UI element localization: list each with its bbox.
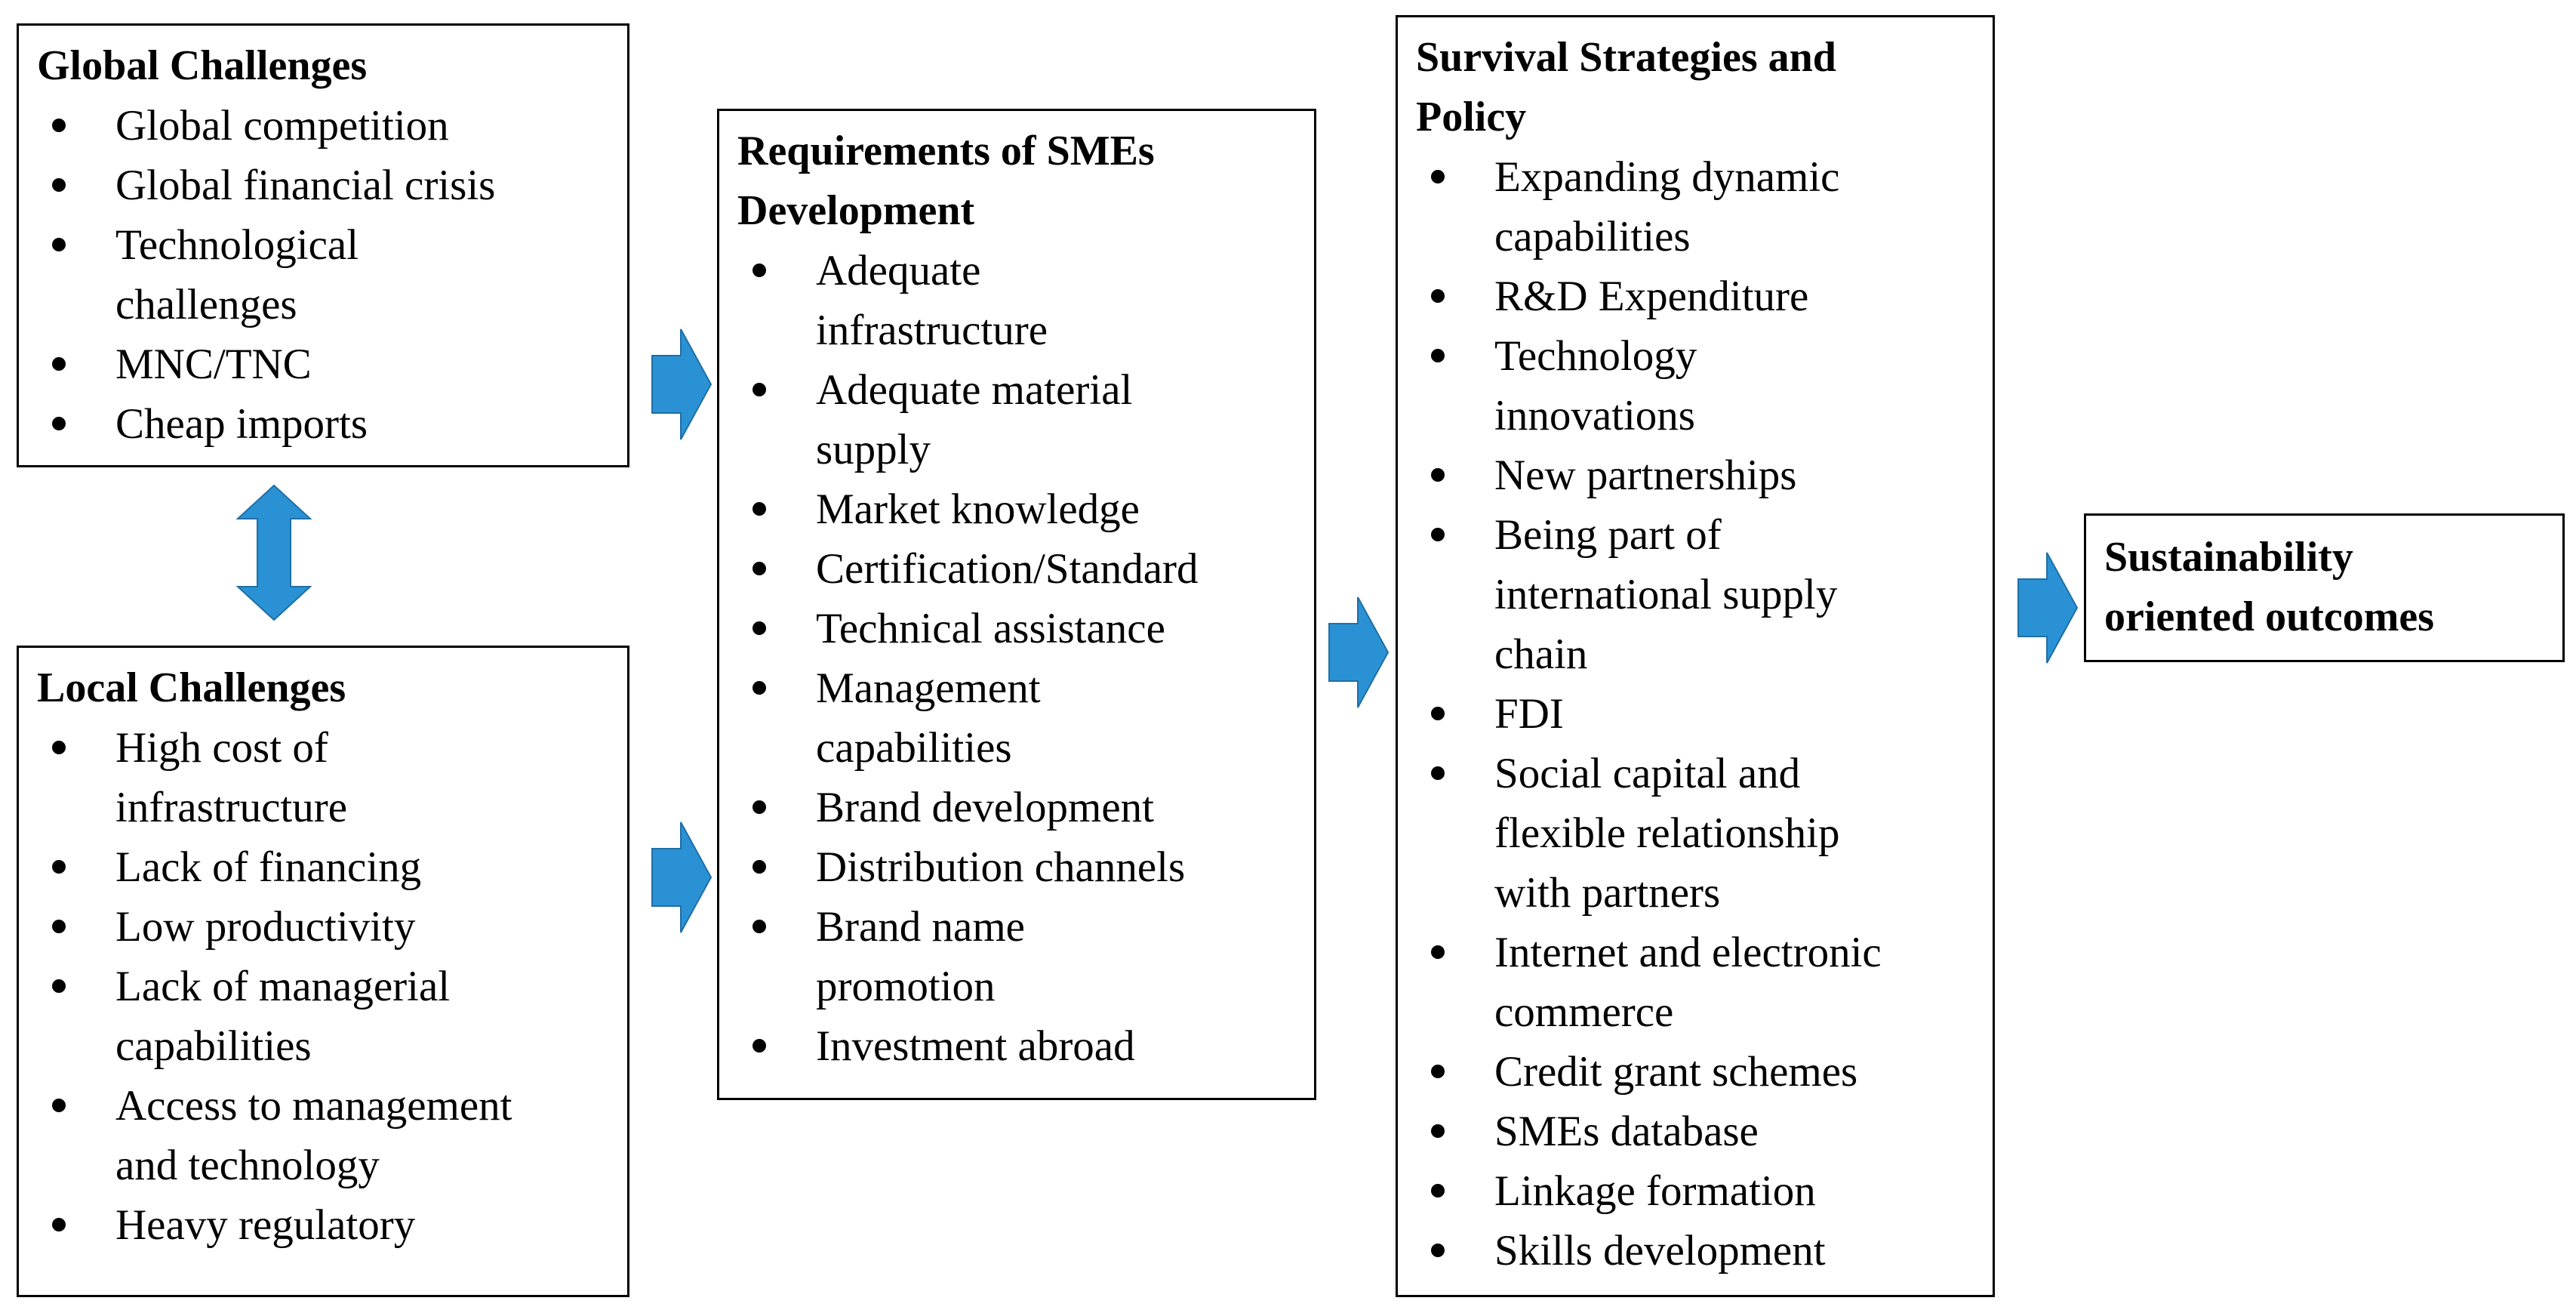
- list-item-text: Adequate infrastructure: [816, 247, 1048, 354]
- bullet-icon: [52, 741, 66, 754]
- bullet-icon: [752, 920, 766, 933]
- arrow-right-icon: [2017, 551, 2080, 664]
- list-item-text: R&D Expenditure: [1494, 273, 1809, 320]
- list-item-text: Credit grant schemes: [1494, 1048, 1858, 1096]
- double-arrow-vertical-icon: [235, 484, 313, 621]
- bullet-icon: [1431, 1124, 1445, 1138]
- list-item: [37, 394, 612, 454]
- bullet-icon: [1431, 707, 1445, 720]
- bullet-icon: [1431, 945, 1445, 959]
- list-item-text: Certification/Standard: [816, 545, 1199, 593]
- list-item: [737, 539, 1299, 599]
- list-item: [37, 96, 612, 156]
- bullet-icon: [1431, 170, 1445, 183]
- requirements-title: Requirements of SMEs Development: [737, 128, 1155, 234]
- arrow-right-icon: [1328, 596, 1391, 709]
- bullet-icon: [52, 178, 66, 192]
- bullet-icon: [52, 1099, 66, 1112]
- bullet-icon: [752, 1039, 766, 1053]
- list-item-text: Cheap imports: [115, 400, 368, 448]
- list-item: [1416, 923, 1977, 1042]
- bullet-icon: [52, 119, 66, 132]
- list-item: [37, 718, 612, 837]
- bullet-icon: [752, 562, 766, 575]
- list-item-text: Management capabilities: [816, 664, 1041, 772]
- list-item-text: Heavy regulatory: [115, 1201, 416, 1249]
- list-item: [37, 1195, 612, 1255]
- list-item-text: Global competition: [115, 102, 449, 149]
- list-item-text: Social capital and flexible relationship with partners: [1494, 750, 1840, 917]
- bullet-icon: [1431, 349, 1445, 362]
- list-item: [1416, 744, 1977, 923]
- list-item: [1416, 267, 1977, 326]
- list-item-text: SMEs database: [1494, 1108, 1759, 1155]
- list-item: [37, 1076, 612, 1195]
- bullet-icon: [1431, 528, 1445, 541]
- local-challenges-list: [37, 718, 612, 1255]
- list-item-text: Distribution channels: [816, 843, 1186, 891]
- bullet-icon: [52, 979, 66, 993]
- list-item-text: Skills development: [1494, 1227, 1826, 1275]
- list-item-text: Global financial crisis: [115, 162, 496, 209]
- list-item: [1416, 505, 1977, 684]
- list-item: [1416, 147, 1977, 267]
- sustainability-outcomes-title: Sustainability oriented outcomes: [2104, 534, 2435, 640]
- survival-strategies-box: [1396, 15, 1995, 1297]
- list-item: [1416, 684, 1977, 744]
- list-item: [1416, 1042, 1977, 1102]
- bullet-icon: [1431, 1244, 1445, 1257]
- list-item: [37, 957, 612, 1076]
- local-challenges-title: Local Challenges: [37, 664, 346, 711]
- list-item: [737, 360, 1299, 479]
- list-item: [737, 897, 1299, 1016]
- list-item: [1416, 326, 1977, 445]
- list-item-text: MNC/TNC: [115, 341, 312, 388]
- list-item: [37, 334, 612, 394]
- bullet-icon: [1431, 1184, 1445, 1197]
- bullet-icon: [52, 238, 66, 251]
- requirements-box: [717, 109, 1316, 1100]
- bullet-icon: [1431, 289, 1445, 303]
- list-item-text: Market knowledge: [816, 485, 1140, 533]
- list-item-text: High cost of infrastructure: [115, 724, 348, 831]
- list-item-text: New partnerships: [1494, 452, 1797, 499]
- list-item-text: FDI: [1494, 690, 1564, 738]
- global-challenges-list: [37, 96, 612, 454]
- list-item-text: Low productivity: [115, 903, 416, 951]
- list-item-text: Adequate material supply: [816, 366, 1133, 473]
- list-item-text: Technology innovations: [1494, 332, 1697, 439]
- list-item: [1416, 1221, 1977, 1281]
- list-item: [737, 658, 1299, 778]
- list-item: [737, 837, 1299, 897]
- list-item: [737, 241, 1299, 360]
- list-item-text: Expanding dynamic capabilities: [1494, 153, 1840, 260]
- bullet-icon: [52, 417, 66, 430]
- bullet-icon: [752, 800, 766, 814]
- bullet-icon: [1431, 766, 1445, 780]
- list-item-text: Technological challenges: [115, 221, 359, 328]
- list-item: [37, 215, 612, 334]
- list-item: [1416, 1161, 1977, 1221]
- bullet-icon: [752, 860, 766, 874]
- list-item: [1416, 445, 1977, 505]
- list-item-text: Linkage formation: [1494, 1167, 1816, 1215]
- bullet-icon: [52, 860, 66, 874]
- list-item: [737, 778, 1299, 837]
- list-item: [37, 897, 612, 957]
- survival-strategies-title: Survival Strategies and Policy: [1416, 34, 1836, 140]
- bullet-icon: [752, 383, 766, 396]
- arrow-right-icon: [651, 328, 714, 441]
- bullet-icon: [752, 502, 766, 516]
- bullet-icon: [1431, 1065, 1445, 1078]
- global-challenges-box: [17, 23, 629, 467]
- bullet-icon: [52, 920, 66, 933]
- list-item: [1416, 1102, 1977, 1161]
- local-challenges-box: [17, 646, 629, 1297]
- requirements-list: [737, 241, 1299, 1076]
- bullet-icon: [752, 621, 766, 635]
- sustainability-outcomes-box: [2084, 513, 2565, 662]
- arrow-right-icon: [651, 821, 714, 934]
- bullet-icon: [52, 357, 66, 371]
- global-challenges-title: Global Challenges: [37, 42, 368, 89]
- list-item: [37, 156, 612, 215]
- list-item: [737, 1016, 1299, 1076]
- list-item-text: Brand name promotion: [816, 903, 1025, 1010]
- list-item-text: Being part of international supply chain: [1494, 511, 1838, 678]
- list-item-text: Investment abroad: [816, 1022, 1135, 1070]
- list-item: [737, 599, 1299, 658]
- bullet-icon: [752, 681, 766, 695]
- list-item: [37, 837, 612, 897]
- list-item-text: Access to management and technology: [115, 1082, 512, 1189]
- survival-strategies-list: [1416, 147, 1977, 1281]
- list-item-text: Internet and electronic commerce: [1494, 929, 1882, 1036]
- list-item: [737, 479, 1299, 539]
- list-item-text: Lack of financing: [115, 843, 422, 891]
- bullet-icon: [752, 264, 766, 277]
- list-item-text: Technical assistance: [816, 605, 1165, 652]
- list-item-text: Lack of managerial capabilities: [115, 963, 451, 1070]
- list-item-text: Brand development: [816, 784, 1154, 831]
- bullet-icon: [52, 1218, 66, 1231]
- bullet-icon: [1431, 468, 1445, 482]
